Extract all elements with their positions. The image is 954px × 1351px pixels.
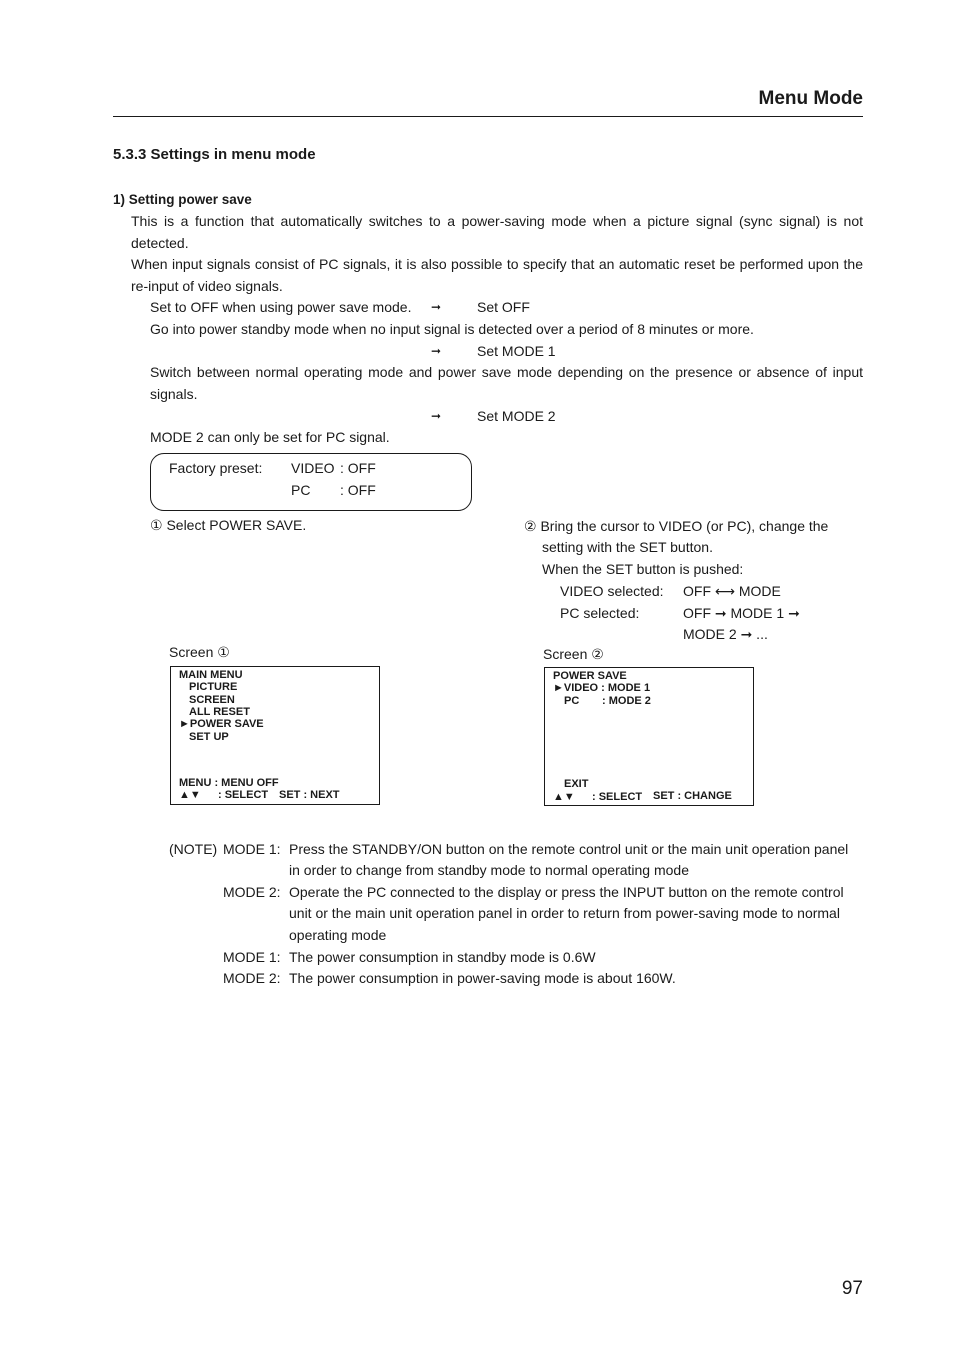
osd-menu-item: SET UP [189,731,229,743]
osd-title: POWER SAVE [553,670,627,682]
osd-menu-item: PICTURE [189,681,238,693]
osd-menu-item: ALL RESET [189,706,250,718]
mode2-note: MODE 2 can only be set for PC signal. [150,429,390,445]
note-line: The power consumption in standby mode is 0.6W [289,949,596,965]
note-label: MODE 2: [223,970,281,986]
note-line: operating mode [289,927,387,943]
setting-off-result: Set OFF [477,299,530,315]
page-number: 97 [841,1278,863,1299]
arrow-icon: ➞ [431,409,442,423]
note-line: Press the STANDBY/ON button on the remote control unit or the main unit operation panel [289,841,849,857]
note-label: MODE 1: [223,949,281,965]
note-line: in order to change from standby mode to normal operating mode [289,862,690,878]
setting-mode1-description: Go into power standby mode when no input signal is detected over a period of 8 minutes or more. [150,321,754,337]
pc-selected-sequence-2: MODE 2 ➞ ... [683,626,768,642]
osd-menu-item: SCREEN [189,694,235,706]
factory-preset-label: Factory preset: [169,460,263,476]
setting-mode2-result: Set MODE 2 [477,408,556,424]
screen-1-osd [170,666,380,805]
step-2-line-1: ② Bring the cursor to VIDEO (or PC), change the [524,518,829,534]
note-line: unit or the main unit operation panel in order to return from power-saving mode to normal [289,905,840,921]
video-selected-label: VIDEO selected: [560,583,664,599]
preset-pc-value: : OFF [340,482,376,498]
preset-pc-label: PC [291,482,311,498]
note-prefix: (NOTE) [169,841,218,857]
screen-1-caption: Screen ① [169,644,230,660]
note-label: MODE 2: [223,884,281,900]
setting-mode2-description: Switch between normal operating mode and power save mode depending on the presence or absence of input signals. [150,364,863,402]
osd-footer-keys: ▲▼ [179,789,201,801]
osd-exit: EXIT [564,778,589,790]
screen-2-osd [544,667,754,806]
header-divider [113,116,863,117]
osd-pc-value: : MODE 2 [602,695,651,707]
step-2-line-3: When the SET button is pushed: [542,561,744,577]
intro-paragraph-1: This is a function that automatically switches to a power-saving mode when a picture signal (sync signal) is not detected. [131,213,863,251]
osd-footer-set: SET : NEXT [279,789,340,801]
preset-video-label: VIDEO [291,460,335,476]
subsection-title: 1) Setting power save [113,192,252,207]
page-header-title: Menu Mode [758,88,863,109]
osd-footer-keys: ▲▼ [553,791,575,803]
section-title: 5.3.3 Settings in menu mode [113,146,316,163]
osd-footer-select: : SELECT [218,789,269,801]
osd-footer-menu: MENU : MENU OFF [179,777,279,789]
osd-title: MAIN MENU [179,669,243,681]
video-selected-sequence: OFF ⟷ MODE [683,583,781,599]
osd-footer-set: SET : CHANGE [653,790,732,802]
arrow-icon: ➞ [431,344,442,358]
note-line: The power consumption in power-saving mode is about 160W. [289,970,676,986]
setting-off-description: Set to OFF when using power save mode. [150,299,412,315]
osd-menu-item-selected: ►POWER SAVE [179,718,264,730]
pc-selected-label: PC selected: [560,605,640,621]
step-2-line-2: setting with the SET button. [542,539,713,555]
screen-2-caption: Screen ② [543,646,604,662]
step-1-text: ① Select POWER SAVE. [150,517,307,533]
note-line: Operate the PC connected to the display or press the INPUT button on the remote control [289,884,844,900]
arrow-icon: ➞ [431,300,442,314]
osd-pc-label: PC [564,695,580,707]
preset-video-value: : OFF [340,460,376,476]
osd-footer-select: : SELECT [592,791,643,803]
setting-mode1-result: Set MODE 1 [477,343,556,359]
intro-paragraph-2: When input signals consist of PC signals, it is also possible to specify that an automatic reset be performed upon the re-input of video signals. [131,256,863,294]
osd-video-setting: ►VIDEO : MODE 1 [553,682,651,694]
note-label: MODE 1: [223,841,281,857]
pc-selected-sequence-1: OFF ➞ MODE 1 ➞ [683,605,800,621]
